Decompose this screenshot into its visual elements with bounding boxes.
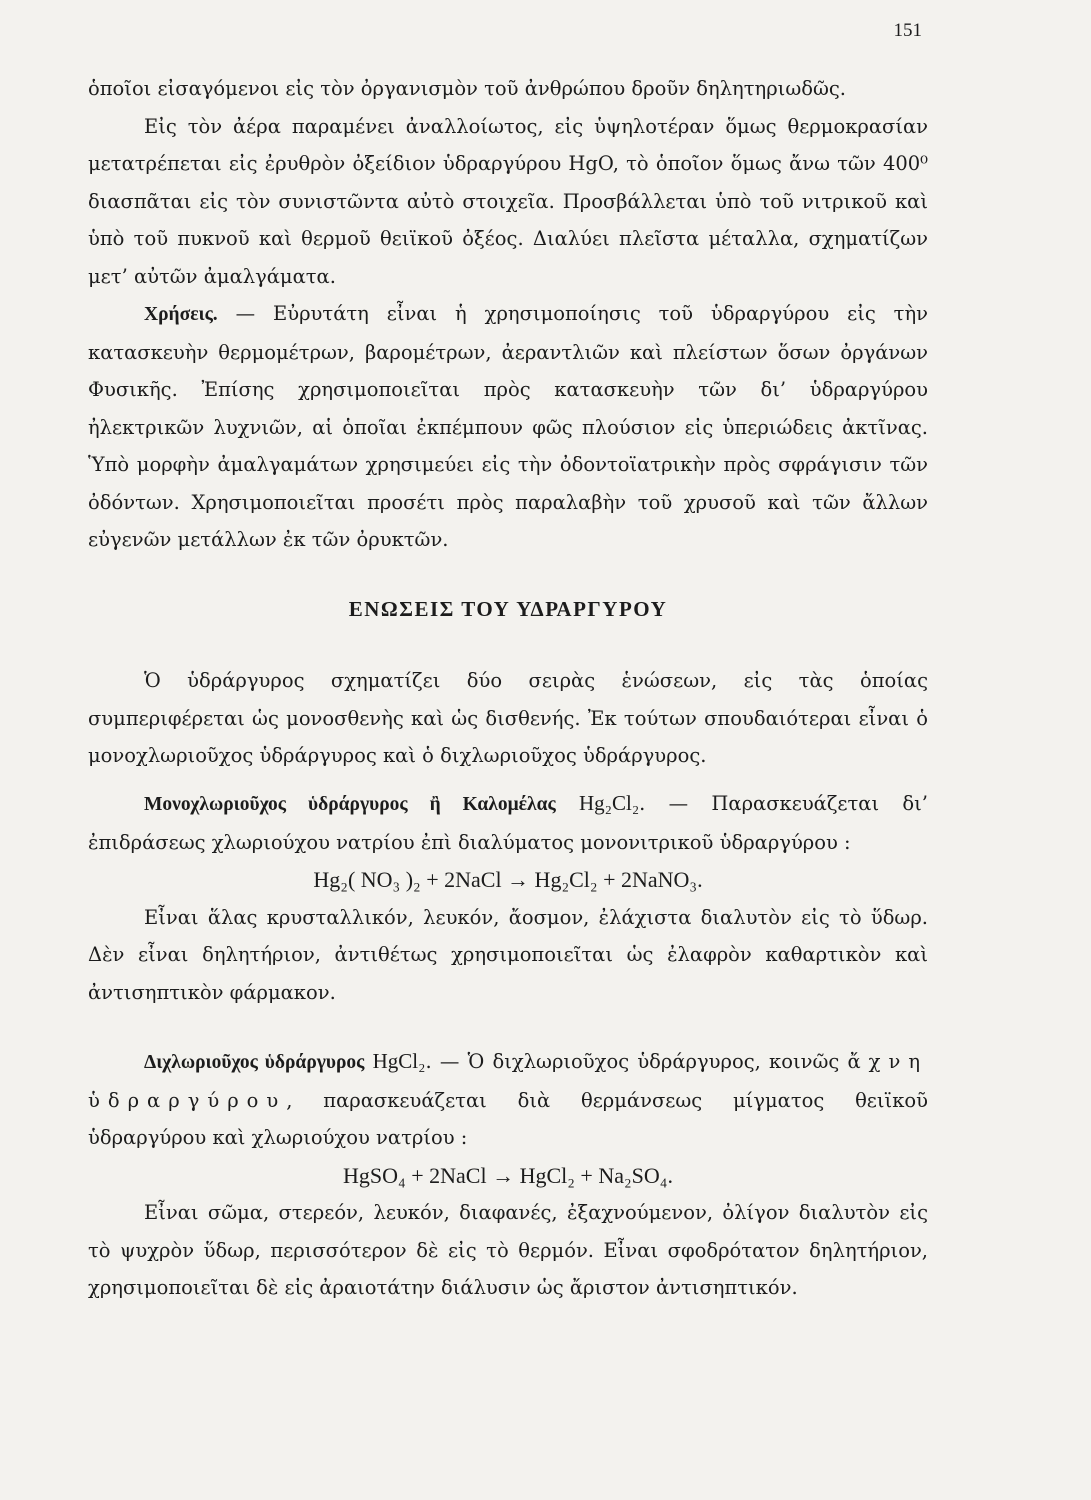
sublimate-text-after: , παρασκευάζεται διὰ θερμάνσεως μίγματος θειϊκοῦ ὑδραργύρου καὶ χλωριούχου νατρίου : — [88, 1088, 928, 1149]
uses-label: Χρήσεις. — [144, 304, 218, 325]
sublimate-text-before: . — Ὁ διχλωριοῦχος ὑδράργυρος, κοινῶς — [425, 1050, 848, 1073]
calomel-intro — [88, 785, 928, 861]
section-heading: ΕΝΩΣΕΙΣ ΤΟΥ ΥΔΡΑΡΓΥΡΟΥ — [348, 597, 668, 621]
calomel-equation: Hg₂( NO₃ )₂ + 2NaCl → Hg₂Cl₂ + 2NaNO₃. — [313, 867, 703, 892]
calomel-text: . — Παρασκευάζεται δι’ ἐπιδράσεως χλωριούχου νατρίου ἐπὶ διαλύματος μονονιτρικοῦ ὑδραργύρου : — [88, 792, 928, 854]
properties-text: Εἰς τὸν ἀέρα παραμένει ἀναλλοίωτος, εἰς ὑψηλοτέραν ὅμως θερμοκρασίαν μετατρέπεται εἰς ἐρυθρὸν ὀξείδιον ὑδραργύρου HgO, τὸ ὁποῖον ὅμως ἄνω τῶν 400⁰ διασπᾶται εἰς τὸν συνιστῶντα αὐτὸ στοιχεῖα. Προσβάλλεται ὑπὸ τοῦ νιτρικοῦ καὶ ὑπὸ τοῦ πυκνοῦ καὶ θερμοῦ θειϊκοῦ ὀξέος. Διαλύει πλεῖστα μέταλλα, σχηματίζων μετ’ αὐτῶν ἀμαλγάματα. — [88, 114, 928, 288]
sublimate-intro — [88, 1043, 928, 1157]
paragraph-sublimate — [88, 1043, 928, 1307]
page-number: 151 — [893, 20, 922, 41]
sublimate-formula: HgCl₂ — [372, 1049, 426, 1073]
compounds-intro-text: Ὁ ὑδράργυρος σχηματίζει δύο σειρὰς ἑνώσεων, εἰς τὰς ὁποίας συμπεριφέρεται ὡς μονοσθενὴς καὶ ὡς δισθενής. Ἐκ τούτων σπουδαιότεραι εἶναι ὁ μονοχλωριοῦχος ὑδράργυρος καὶ ὁ διχλωριοῦχος ὑδράργυρος. — [88, 669, 928, 767]
calomel-formula: Hg₂Cl₂ — [578, 791, 640, 815]
paragraph-mercury-properties — [88, 70, 928, 559]
paragraph-calomel — [88, 785, 928, 1011]
sublimate-title: Διχλωριοῦχος ὑδράργυρος — [144, 1052, 365, 1073]
uses-paragraph — [88, 295, 928, 559]
sublimate-description: Εἶναι σῶμα, στερεόν, λευκόν, διαφανές, ἐξαχνούμενον, ὀλίγον διαλυτὸν εἰς τὸ ψυχρὸν ὕδωρ, περισσότερον δὲ εἰς τὸ θερμόν. Εἶναι σφοδρότατον δηλητήριον, χρησιμοποιεῖται δὲ εἰς ἀραιοτάτην διάλυσιν ὡς ἄριστον ἀντισηπτικόν. — [88, 1201, 928, 1299]
calomel-description: Εἶναι ἅλας κρυσταλλικόν, λευκόν, ἄοσμον, ἐλάχιστα διαλυτὸν εἰς τὸ ὕδωρ. Δὲν εἶναι δηλητήριον, ἀντιθέτως χρησιμοποιεῖται ὡς ἐλαφρὸν καθαρτικὸν καὶ ἀντισηπτικὸν φάρμακον. — [88, 905, 928, 1004]
uses-text: — Εὐρυτάτη εἶναι ἡ χρησιμοποίησις τοῦ ὑδραργύρου εἰς τὴν κατασκευὴν θερμομέτρων, βαρομέτρων, ἀεραντλιῶν καὶ πλείστων ὅσων ὀργάνων Φυσικῆς. Ἐπίσης χρησιμοποιεῖται πρὸς κατασκευὴν τῶν δι’ ὑδραργύρου ἠλεκτρικῶν λυχνιῶν, αἱ ὁποῖαι ἐκπέμπουν φῶς πλούσιον εἰς ὑπεριώδεις ἀκτῖνας. Ὑπὸ μορφὴν ἀμαλγαμάτων χρησιμεύει εἰς τὴν ὀδοντοϊατρικὴν πρὸς σφράγισιν τῶν ὀδόντων. Χρησιμοποιεῖται προσέτι πρὸς παραλαβὴν τοῦ χρυσοῦ καὶ τῶν ἄλλων εὐγενῶν μετάλλων ἐκ τῶν ὀρυκτῶν. — [88, 302, 928, 551]
sublimate-common-name: ἄχνη ὑδραργύρου — [88, 1050, 929, 1112]
continuation-line: ὁποῖοι εἰσαγόμενοι εἰς τὸν ὀργανισμὸν τοῦ ἀνθρώπου δροῦν δηλητηριωδῶς. — [88, 77, 846, 100]
sublimate-equation: HgSO₄ + 2NaCl → HgCl₂ + Na₂SO₄. — [343, 1162, 673, 1188]
calomel-title: Μονοχλωριοῦχος ὑδράργυρος ἢ Καλομέλας — [144, 794, 556, 815]
paragraph-compounds-intro — [88, 662, 928, 775]
